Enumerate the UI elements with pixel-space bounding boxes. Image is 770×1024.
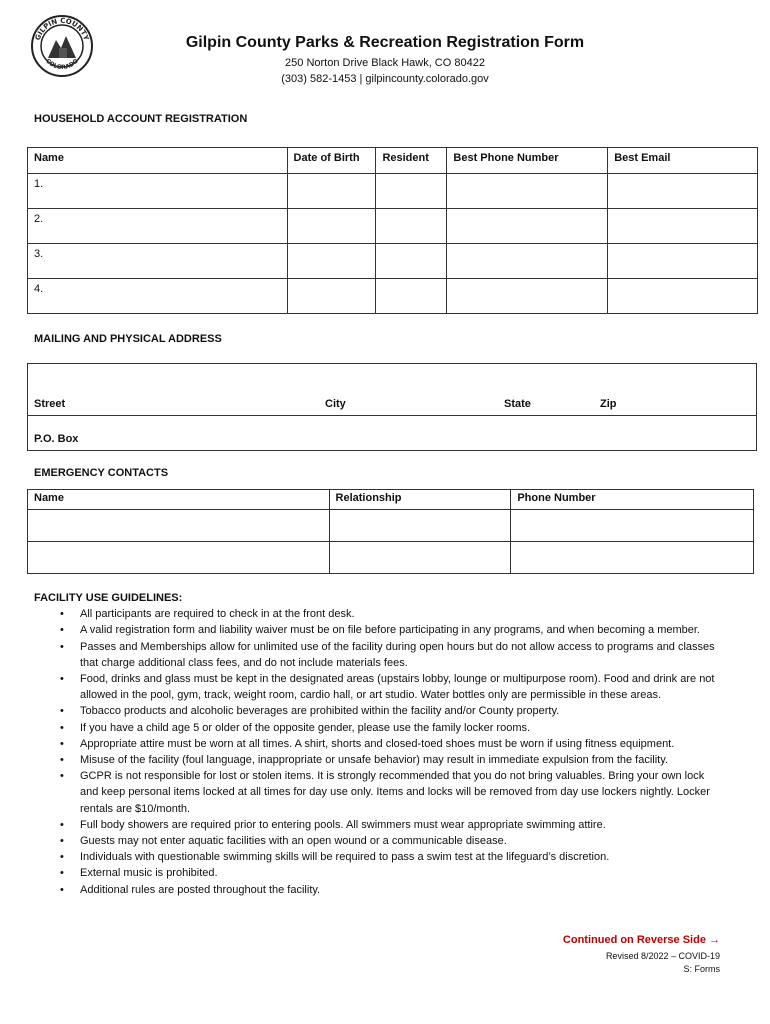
guideline-item (60, 752, 724, 768)
guideline-item (60, 736, 724, 752)
svg-text:COLORADO: COLORADO (44, 57, 80, 72)
guideline-text: All participants are required to check in at the front desk. (80, 608, 355, 621)
row-number-label[interactable]: 4. (28, 279, 288, 314)
bullet-icon: • (60, 770, 64, 783)
col-name-header: Name (28, 148, 288, 174)
email-cell[interactable] (608, 174, 758, 209)
svg-text:GILPIN COUNTY: GILPIN COUNTY (33, 16, 91, 42)
phone-cell[interactable] (447, 174, 608, 209)
po-box-label[interactable]: P.O. Box (34, 433, 79, 445)
table-row (28, 542, 754, 574)
state-label: State (504, 398, 531, 410)
bullet-icon: • (60, 608, 64, 621)
dob-cell[interactable] (287, 279, 376, 314)
phone-cell[interactable] (447, 209, 608, 244)
emergency-name-header: Name (28, 490, 330, 510)
guidelines-title: FACILITY USE GUIDELINES: (34, 592, 183, 604)
emergency-phone-cell[interactable] (511, 510, 754, 542)
emergency-name-cell[interactable] (28, 510, 330, 542)
guideline-item (60, 671, 724, 703)
bullet-icon: • (60, 883, 64, 896)
guideline-text: Guests may not enter aquatic facilities with an open wound or a communicable disease. (80, 835, 507, 848)
emergency-phone-cell[interactable] (511, 542, 754, 574)
row-number-label[interactable]: 3. (28, 244, 288, 279)
resident-cell[interactable] (376, 244, 447, 279)
guideline-text: A valid registration form and liability waiver must be on file before participating in any programs, and when becoming a member. (80, 624, 700, 637)
guideline-text: Appropriate attire must be worn at all times. A shirt, shorts and closed-toed shoes must be worn if using fitness equipment. (80, 737, 675, 750)
dob-cell[interactable] (287, 174, 376, 209)
bullet-icon: • (60, 737, 64, 750)
bullet-icon: • (60, 673, 64, 686)
guideline-item (60, 817, 724, 833)
continued-reverse-note (563, 934, 720, 946)
forms-path-note: S: Forms (683, 964, 720, 974)
city-label: City (325, 398, 346, 410)
bullet-icon: • (60, 754, 64, 767)
table-row (28, 209, 758, 244)
bullet-icon: • (60, 705, 64, 718)
emergency-section-title: EMERGENCY CONTACTS (34, 467, 169, 479)
resident-cell[interactable] (376, 279, 447, 314)
bullet-icon: • (60, 721, 64, 734)
emergency-table (27, 489, 754, 574)
household-header-row (28, 148, 758, 174)
emergency-relationship-header: Relationship (329, 490, 511, 510)
guideline-item (60, 703, 724, 719)
email-cell[interactable] (608, 209, 758, 244)
phone-cell[interactable] (447, 244, 608, 279)
emergency-relationship-cell[interactable] (329, 510, 511, 542)
resident-cell[interactable] (376, 174, 447, 209)
guidelines-list (34, 606, 724, 898)
dob-cell[interactable] (287, 244, 376, 279)
col-phone-header: Best Phone Number (447, 148, 608, 174)
guideline-item (60, 622, 724, 638)
zip-label: Zip (600, 398, 617, 410)
bullet-icon: • (60, 640, 64, 653)
emergency-relationship-cell[interactable] (329, 542, 511, 574)
facility-guidelines (34, 590, 724, 898)
guideline-item (60, 606, 724, 622)
emergency-name-cell[interactable] (28, 542, 330, 574)
address-row[interactable] (28, 364, 756, 416)
revision-note: Revised 8/2022 – COVID-19 (605, 951, 720, 961)
bullet-icon: • (60, 867, 64, 880)
guideline-item (60, 768, 724, 817)
col-email-header: Best Email (608, 148, 758, 174)
table-row (28, 174, 758, 209)
guideline-text: Full body showers are required prior to entering pools. All swimmers must wear appropriate swimming attire. (80, 818, 606, 831)
continued-text: Continued on Reverse Side (562, 934, 706, 946)
guideline-text: Tobacco products and alcoholic beverages are prohibited within the facility and/or County property. (80, 705, 560, 718)
guideline-item (60, 849, 724, 865)
table-row (28, 244, 758, 279)
arrow-right-icon: → (709, 934, 720, 946)
resident-cell[interactable] (376, 209, 447, 244)
guideline-text: GCPR is not responsible for lost or stolen items. It is strongly recommended that you do not bring valuables. Bring your own lock and keep personal items locked at all times for day use only. Items and locks will be removed from day use lockers nightly. Locker rentals are $10/month. (80, 770, 710, 815)
county-address: 250 Norton Drive Black Hawk, CO 80422 (285, 57, 485, 69)
form-title: Gilpin County Parks & Recreation Registration Form (185, 34, 585, 51)
guideline-item (60, 882, 724, 898)
household-table (27, 147, 758, 314)
email-cell[interactable] (608, 279, 758, 314)
col-dob-header: Date of Birth (287, 148, 376, 174)
guideline-text: Misuse of the facility (foul language, inappropriate or unsafe behavior) may result in immediate expulsion from the facility. (80, 754, 668, 767)
mailing-section-title: MAILING AND PHYSICAL ADDRESS (34, 333, 222, 345)
guideline-item (60, 720, 724, 736)
street-label: Street (34, 398, 66, 410)
guideline-text: If you have a child age 5 or older of the opposite gender, please use the family locker rooms. (80, 721, 531, 734)
row-number-label[interactable]: 1. (28, 174, 288, 209)
guideline-text: Individuals with questionable swimming skills will be required to pass a swim test at the lifeguard’s discretion. (80, 851, 610, 864)
guideline-text: Additional rules are posted throughout the facility. (80, 883, 321, 896)
household-section-title: HOUSEHOLD ACCOUNT REGISTRATION (34, 113, 248, 125)
address-box (27, 363, 757, 451)
guideline-item (60, 865, 724, 881)
guideline-text: External music is prohibited. (80, 867, 218, 880)
bullet-icon: • (60, 835, 64, 848)
county-contact: (303) 582-1453 | gilpincounty.colorado.gov (281, 73, 489, 85)
bullet-icon: • (60, 818, 64, 831)
emergency-phone-header: Phone Number (511, 490, 754, 510)
table-row (28, 279, 758, 314)
phone-cell[interactable] (447, 279, 608, 314)
dob-cell[interactable] (287, 209, 376, 244)
row-number-label[interactable]: 2. (28, 209, 288, 244)
bullet-icon: • (60, 624, 64, 637)
col-resident-header: Resident (376, 148, 447, 174)
emergency-header-row (28, 490, 754, 510)
table-row (28, 510, 754, 542)
guideline-text: Passes and Memberships allow for unlimited use of the facility during open hours but do not allow access to programs and classes that charge additional class fees, and do not include materials fees. (80, 640, 715, 669)
guideline-item (60, 639, 724, 671)
bullet-icon: • (60, 851, 64, 864)
guideline-text: Food, drinks and glass must be kept in the designated areas (upstairs lobby, lounge or multipurpose room). Food and drink are not allowed in the pool, gym, track, weight room, cardio hall, or art studio. Water bottles only are permissible in these areas. (80, 673, 715, 702)
email-cell[interactable] (608, 244, 758, 279)
guideline-item (60, 833, 724, 849)
